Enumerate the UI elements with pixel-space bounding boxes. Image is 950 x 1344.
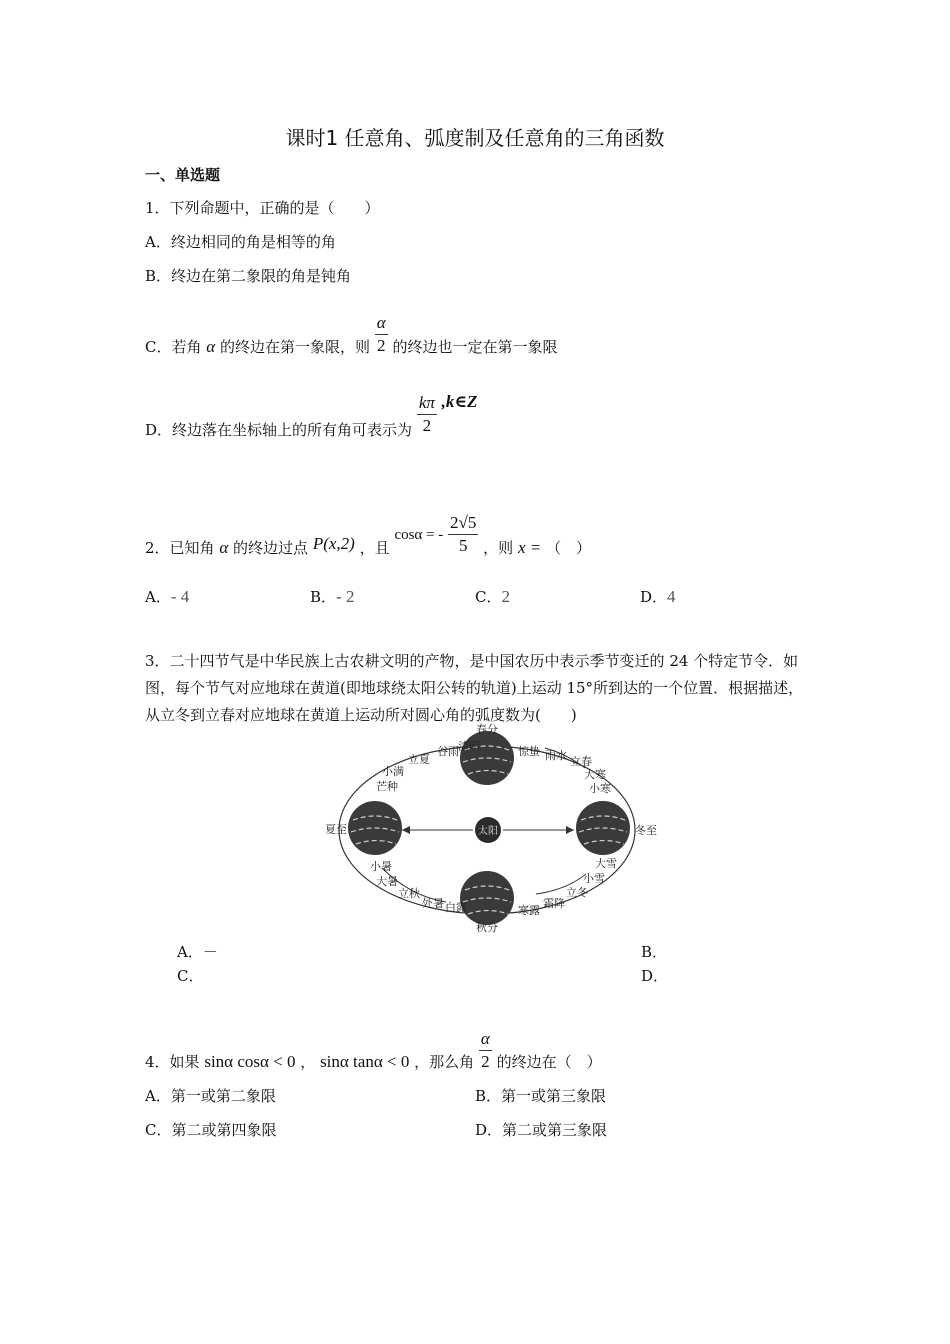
fraction-denominator: 5	[458, 536, 468, 555]
q3-option-c	[177, 965, 203, 986]
page-title: 课时1 任意角、弧度制及任意角的三角函数	[285, 126, 665, 150]
term-label: 清明	[458, 740, 480, 753]
cos-expression: cosα = -	[394, 526, 444, 543]
option-label: D．	[475, 1121, 503, 1139]
q4-option-c	[145, 1119, 277, 1140]
q1-c-post: 的终边也一定在第一象限	[392, 337, 558, 356]
label-autumn-equinox: 秋分	[476, 921, 498, 934]
two-root-five-fraction	[448, 512, 478, 557]
option-value: 第二或第三象限	[502, 1121, 608, 1139]
option-label: A．	[177, 943, 203, 961]
term-label: 芒种	[376, 780, 398, 793]
q4-stem	[145, 1028, 602, 1073]
section-heading: 一、单选题	[145, 166, 221, 184]
label-spring-equinox: 春分	[476, 723, 498, 736]
fraction-numerator: kπ	[417, 392, 437, 415]
option-label: A．	[145, 588, 171, 606]
term-label: 大暑	[376, 875, 398, 888]
alpha-half-fraction	[375, 312, 388, 357]
term-label: 小雪	[583, 872, 605, 885]
fraction-numerator: 2√5	[448, 512, 478, 535]
q4-option-b	[475, 1085, 606, 1106]
q3-option-b	[641, 941, 667, 962]
term-label: 立冬	[566, 886, 588, 899]
q4-expr2: sinα tanα < 0	[320, 1051, 410, 1071]
option-label: B．	[310, 588, 337, 606]
label-summer-solstice: 夏至	[325, 823, 347, 836]
alpha-symbol: α	[206, 336, 216, 356]
q2-option-c	[475, 586, 510, 607]
term-label: 寒露	[518, 904, 540, 917]
point-p: P(x,2)	[312, 533, 355, 553]
label-winter-solstice: 冬至	[635, 824, 657, 837]
q3-option-d	[641, 965, 668, 986]
option-label: B．	[475, 1087, 502, 1105]
q1-c-pre: C．若角	[145, 337, 202, 356]
term-label: 大雪	[595, 857, 617, 870]
q1-stem: 1．下列命题中，正确的是（ ）	[145, 199, 380, 217]
q4-stem-mid: ，那么角	[414, 1052, 475, 1071]
solar-terms-figure	[310, 718, 665, 940]
term-label: 白露	[445, 901, 467, 914]
term-label: 小暑	[370, 860, 392, 873]
q3-option-a	[177, 941, 218, 962]
fraction-numerator: α	[375, 312, 388, 335]
q1-option-c	[145, 300, 558, 356]
option-value: －	[202, 943, 218, 961]
q1-d-post: ,k∈Z	[441, 391, 478, 411]
option-label: C．	[177, 967, 204, 985]
term-label: 霜降	[543, 897, 565, 910]
q4-option-d	[475, 1119, 607, 1140]
term-label: 处暑	[422, 897, 444, 910]
k-pi-half-fraction	[417, 392, 437, 437]
q2-stem-pre: 2．已知角	[145, 538, 215, 557]
sun-label: 太阳	[478, 826, 498, 837]
q1-d-pre: D．终边落在坐标轴上的所有角可表示为	[145, 420, 413, 439]
earth-right	[576, 801, 630, 855]
q2-stem	[145, 500, 592, 557]
option-label: C．	[475, 588, 502, 606]
option-value: - 2	[336, 587, 355, 606]
q4-stem-pre: 4．如果	[145, 1052, 200, 1071]
option-value: 第二或第四象限	[171, 1121, 277, 1139]
earth-left	[348, 801, 402, 855]
q2-stem-end: （ ）	[546, 538, 592, 557]
q1-c-mid: 的终边在第一象限，则	[219, 337, 370, 356]
alpha-half-fraction	[479, 1028, 492, 1073]
option-value: 2	[501, 587, 510, 606]
term-label: 谷雨	[437, 745, 459, 758]
q2-stem-post: ，则	[483, 538, 514, 557]
term-label: 立夏	[408, 753, 430, 766]
option-label: D．	[640, 588, 668, 606]
q2-stem-mid: 的终边过点	[233, 538, 309, 557]
q4-stem-post: 的终边在（ ）	[496, 1052, 602, 1071]
option-value: 第一或第三象限	[501, 1087, 607, 1105]
option-label: D．	[641, 967, 669, 985]
fraction-denominator: 2	[481, 1052, 490, 1071]
q1-option-a: A．终边相同的角是相等的角	[145, 233, 336, 251]
fraction-denominator: 2	[422, 416, 432, 435]
option-label: B．	[641, 943, 668, 961]
option-label: C．	[145, 1121, 172, 1139]
arrow-head	[566, 826, 574, 834]
q2-stem-mid2: ，且	[359, 538, 390, 557]
term-label: 大寒	[584, 768, 606, 781]
term-label: 雨水	[545, 749, 567, 762]
earth-bottom	[460, 871, 514, 925]
option-value: 第一或第二象限	[170, 1087, 276, 1105]
fraction-denominator: 2	[377, 336, 386, 355]
term-label: 立春	[570, 755, 592, 768]
arrow-head	[402, 826, 410, 834]
q1-option-b: B．终边在第二象限的角是钝角	[145, 267, 352, 285]
q2-option-a	[145, 586, 189, 607]
q2-option-b	[310, 586, 354, 607]
option-label: A．	[145, 1087, 171, 1105]
term-label: 小满	[382, 765, 404, 778]
option-value: 4	[667, 587, 676, 606]
term-label: 小寒	[589, 782, 611, 795]
fraction-numerator: α	[479, 1028, 492, 1051]
alpha-symbol: α	[219, 537, 229, 557]
q2-option-d	[640, 586, 676, 607]
q3-stem: 3．二十四节气是中华民族上古农耕文明的产物，是中国农历中表示季节变迁的 24 个特定节令．如图，每个节气对应地球在黄道(即地球绕太阳公转的轨道)上运动 15°所到达的一个位置．根据描述，从立冬到立春对应地球在黄道上运动所对圆心角的弧度数为( )	[145, 652, 804, 724]
q4-sep: ，	[300, 1052, 316, 1071]
term-label: 惊蛰	[518, 745, 540, 758]
q1-option-d	[145, 380, 478, 439]
q4-expr1: sinα cosα < 0	[204, 1051, 296, 1071]
x-equals: x =	[517, 537, 542, 557]
option-value: - 4	[170, 587, 190, 606]
q4-option-a	[145, 1085, 276, 1106]
term-label: 立秋	[398, 887, 420, 900]
